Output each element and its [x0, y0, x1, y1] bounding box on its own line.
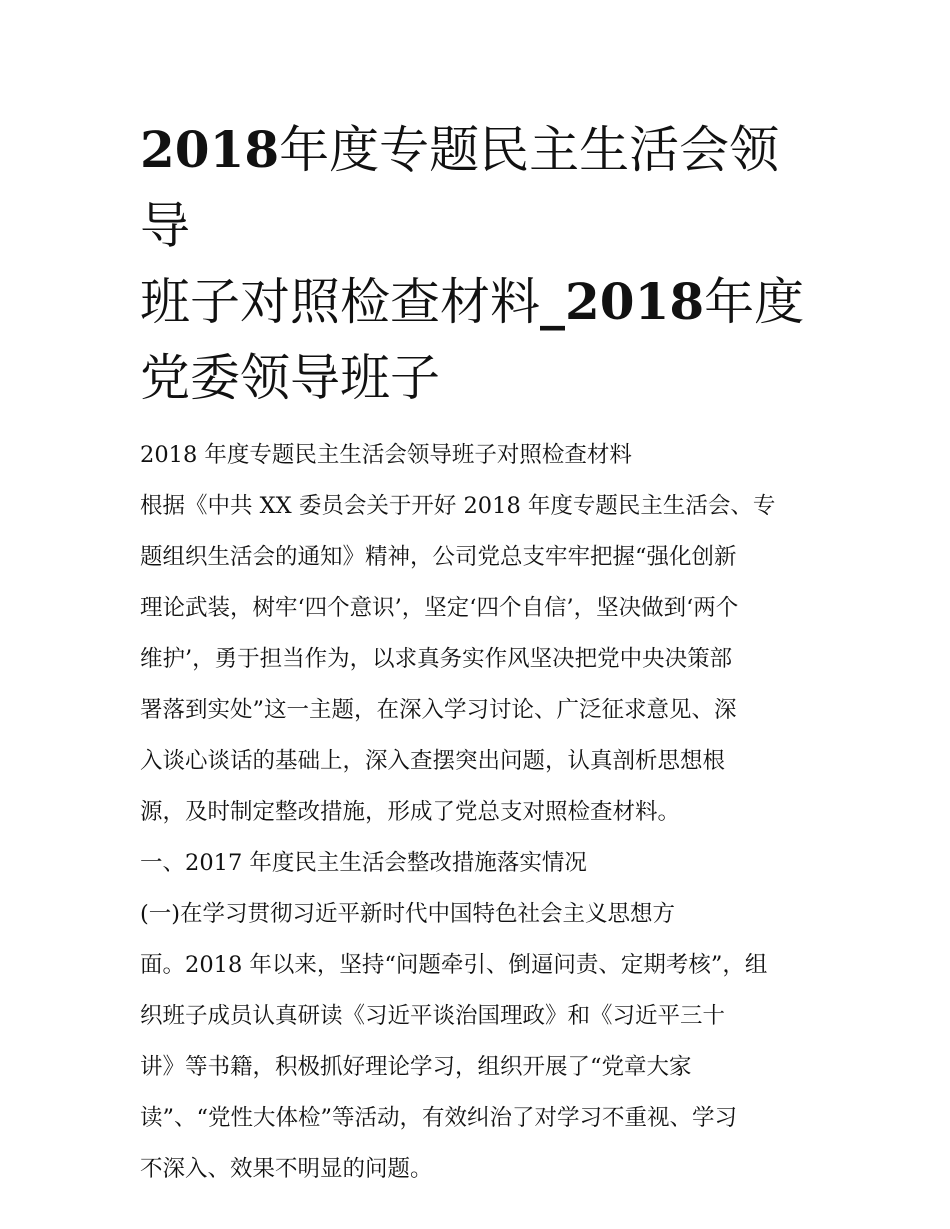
title-text: 党委领导班子 [140, 349, 440, 407]
body-line: 维护’，勇于担当作为，以求真务实作风坚决把党中央决策部 [140, 646, 733, 672]
section-heading: 一、2017 年度民主生活会整改措施落实情况 [140, 850, 587, 876]
body-line: 讲》等书籍，积极抓好理论学习，组织开展了“党章大家 [140, 1054, 692, 1080]
body-line: 源，及时制定整改措施，形成了党总支对照检查材料。 [140, 799, 681, 825]
title-year: _2018 [540, 272, 705, 331]
body-subtitle: 2018 年度专题民主生活会领导班子对照检查材料 [140, 442, 632, 468]
document-body [140, 430, 820, 1195]
body-line: 织班子成员认真研读《习近平谈治国理政》和《习近平三十 [140, 1003, 726, 1029]
body-line: 根据《中共 XX 委员会关于开好 2018 年度专题民主生活会、专 [140, 493, 776, 519]
document-title [140, 112, 820, 416]
body-line: 理论武装，树牢‘四个意识’，坚定‘四个自信’，坚决做到‘两个 [140, 595, 739, 621]
title-line-2 [140, 273, 804, 331]
title-year: 2018 [140, 120, 280, 179]
body-line: 署落到实处”这一主题，在深入学习讨论、广泛征求意见、深 [140, 697, 737, 723]
body-line: 入谈心谈话的基础上，深入查摆突出问题，认真剖析思想根 [140, 748, 726, 774]
title-line-1 [140, 121, 779, 255]
body-line: 面。2018 年以来，坚持“问题牵引、倒逼问责、定期考核”，组 [140, 952, 768, 978]
title-text: 班子对照检查材料 [140, 273, 540, 331]
document-page [140, 112, 820, 1195]
body-line: 读”、“党性大体检”等活动，有效纠治了对学习不重视、学习 [140, 1105, 738, 1131]
title-line-3 [140, 349, 440, 407]
title-text: 年度专题民主生活会领导 [140, 121, 780, 255]
subsection-heading: (一)在学习贯彻习近平新时代中国特色社会主义思想方 [140, 901, 676, 927]
title-text: 年度 [704, 273, 805, 331]
body-line: 题组织生活会的通知》精神，公司党总支牢牢把握“强化创新 [140, 544, 737, 570]
body-line: 不深入、效果不明显的问题。 [140, 1156, 433, 1182]
